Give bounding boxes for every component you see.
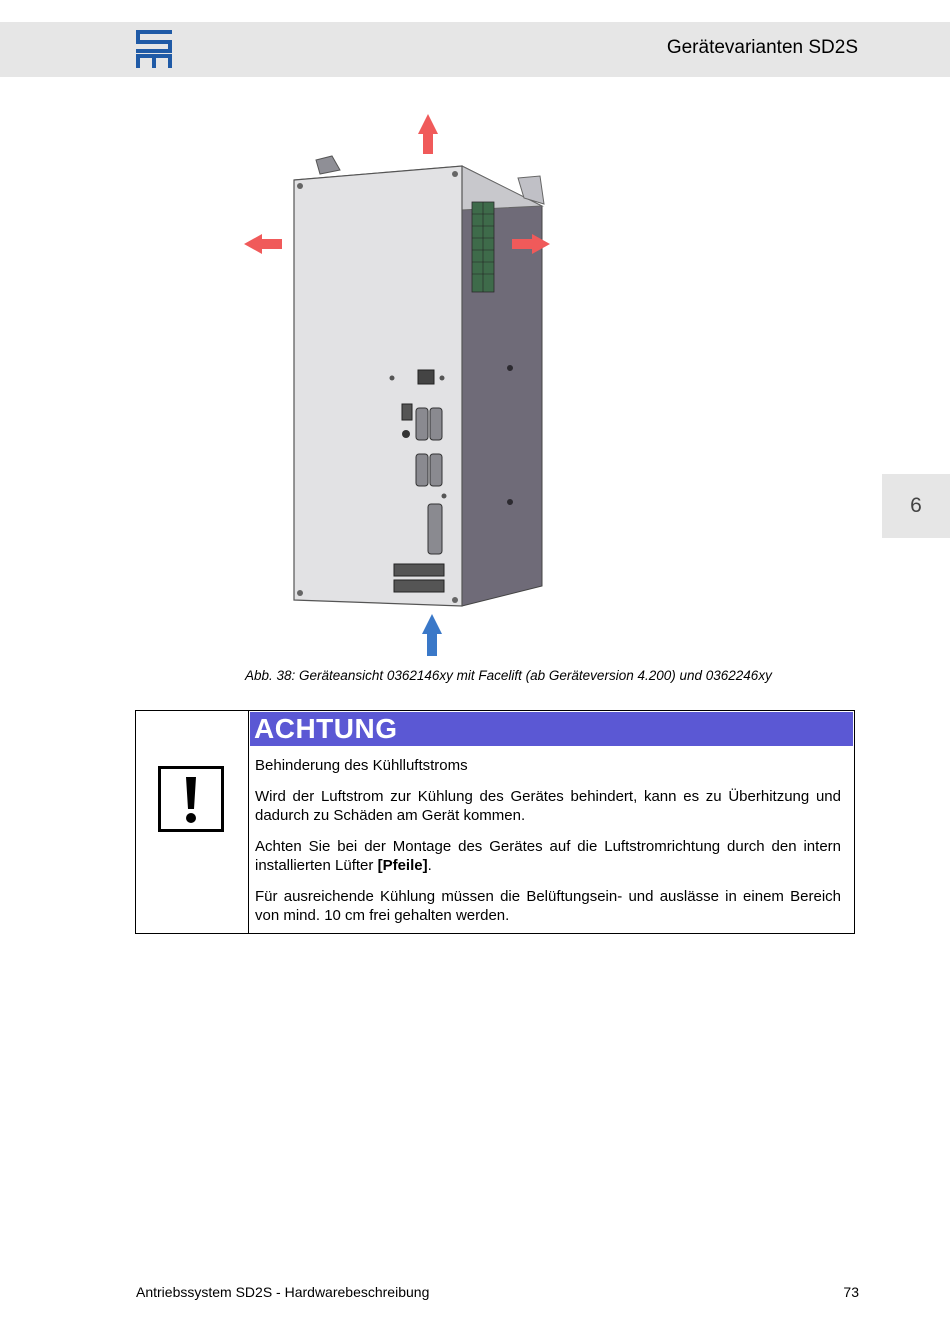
notice-paragraph-1: Wird der Luftstrom zur Kühlung des Gerätes behindert, kann es zu Überhitzung und dadurch zu Schäden am Gerät kommen. (255, 788, 841, 824)
airflow-arrow-left (244, 234, 282, 254)
footer-page-number: 73 (843, 1284, 859, 1300)
notice-paragraph-2-bold: [Pfeile] (377, 857, 428, 874)
chapter-tab: 6 (882, 474, 950, 538)
notice-subheading: Behinderung des Kühlluftstroms (255, 757, 468, 774)
airflow-arrow-in (422, 614, 442, 656)
figure-caption: Abb. 38: Geräteansicht 0362146xy mit Facelift (ab Geräteversion 4.200) und 0362246xy (245, 668, 772, 683)
company-logo (136, 30, 172, 68)
footer-document-title: Antriebssystem SD2S - Hardwarebeschreibung (136, 1284, 430, 1300)
page-header-title: Gerätevarianten SD2S (666, 37, 858, 58)
notice-title: ACHTUNG (250, 712, 853, 746)
device-figure (240, 108, 556, 660)
vent-grid (472, 202, 494, 292)
notice-paragraph-3: Für ausreichende Kühlung müssen die Belüftungsein- und auslässe in einem Bereich von mind. 10 cm frei gehalten werden. (255, 888, 841, 924)
notice-icon-cell (136, 711, 249, 933)
notice-box (135, 710, 855, 934)
notice-body (255, 756, 841, 937)
airflow-arrow-up (418, 114, 438, 154)
notice-paragraph-2: Achten Sie bei der Montage des Gerätes auf die Luftstromrichtung durch den intern installierten Lüfter [Pfeile]. (255, 838, 841, 874)
exclamation-icon (158, 766, 224, 832)
device-handle (316, 156, 340, 174)
